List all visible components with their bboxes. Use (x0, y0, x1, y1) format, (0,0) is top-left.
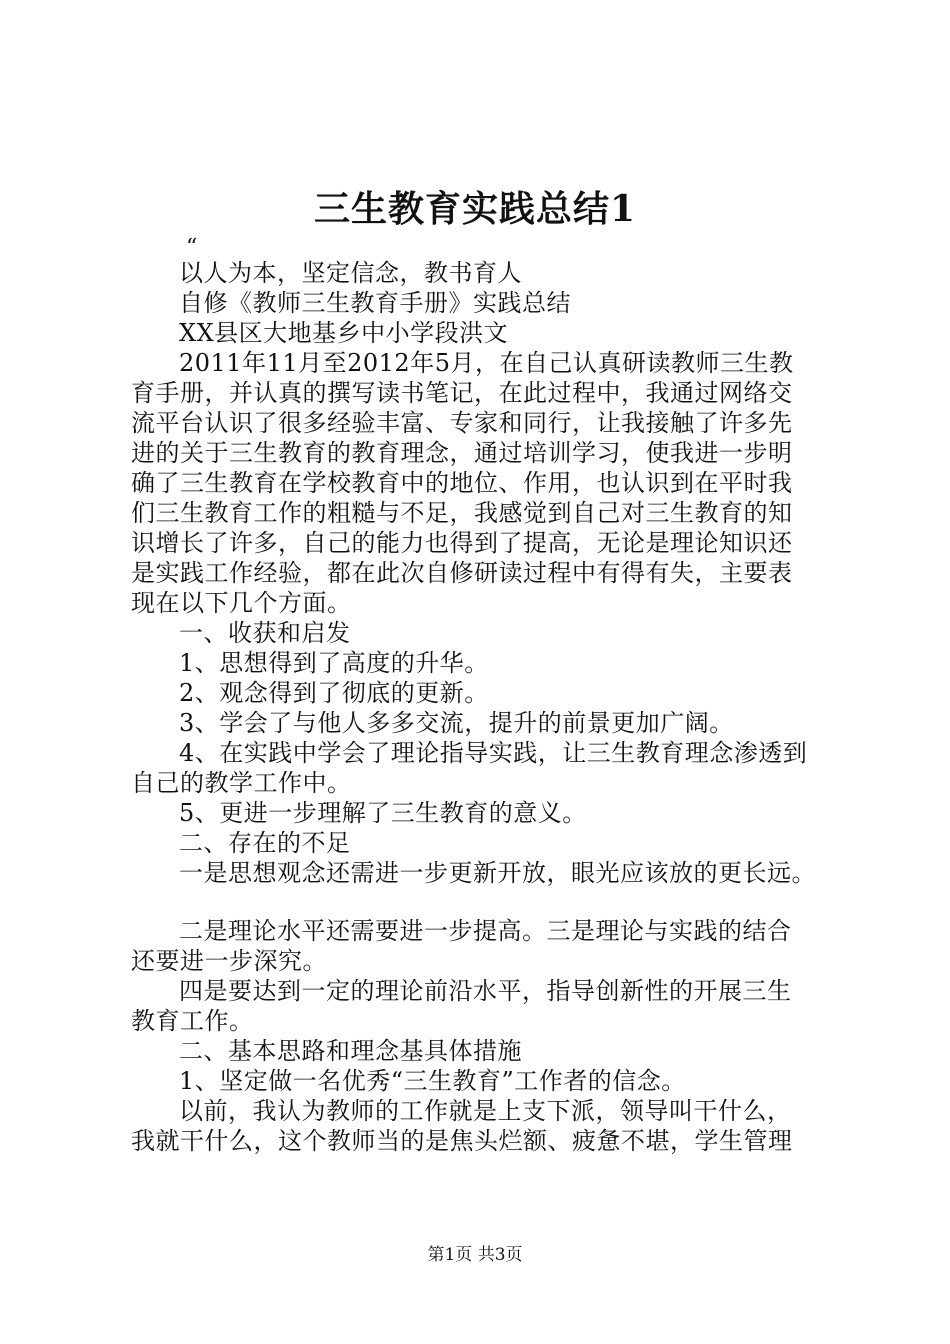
page-footer: 第1页 共3页 (427, 1245, 523, 1265)
list-item: 1、坚定做一名优秀“三生教育”工作者的信念。 (179, 1067, 686, 1095)
paragraph-line: 现在以下几个方面。 (131, 589, 352, 617)
list-item: 4、在实践中学会了理论指导实践，让三生教育理念渗透到 (179, 739, 808, 767)
list-item-continuation: 自己的教学工作中。 (131, 769, 352, 797)
paragraph-line: 还要进一步深究。 (131, 947, 327, 975)
quote-mark: “ (186, 235, 198, 260)
section-heading: 一、收获和启发 (179, 619, 351, 647)
blank-line (131, 888, 836, 916)
list-item: 3、学会了与他人多多交流，提升的前景更加广阔。 (179, 709, 734, 737)
paragraph-line: 们三生教育工作的粗糙与不足，我感觉到自己对三生教育的知 (131, 499, 793, 527)
document-title: 三生教育实践总结1 (313, 188, 637, 230)
document-body (131, 235, 836, 1156)
paragraph-line: 流平台认识了很多经验丰富、专家和同行，让我接触了许多先 (131, 409, 793, 437)
paragraph-line: 育手册，并认真的撰写读书笔记，在此过程中，我通过网络交 (131, 379, 793, 407)
paragraph-line: 一是思想观念还需进一步更新开放，眼光应该放的更长远。 (179, 859, 816, 887)
paragraph-line: 教育工作。 (131, 1007, 254, 1035)
paragraph-line: 以人为本，坚定信念，教书育人 (179, 259, 522, 287)
paragraph-line: 确了三生教育在学校教育中的地位、作用，也认识到在平时我 (131, 469, 793, 497)
list-item: 5、更进一步理解了三生教育的意义。 (179, 799, 587, 827)
paragraph-line: 是实践工作经验，都在此次自修研读过程中有得有失，主要表 (131, 559, 793, 587)
section-heading: 二、基本思路和理念基具体措施 (179, 1037, 522, 1065)
paragraph-line: XX县区大地基乡中小学段洪文 (179, 319, 509, 347)
list-item: 2、观念得到了彻底的更新。 (179, 679, 489, 707)
list-item: 1、思想得到了高度的升华。 (179, 649, 489, 677)
paragraph-line: 二是理论水平还需要进一步提高。三是理论与实践的结合 (179, 917, 792, 945)
paragraph-line: 我就干什么，这个教师当的是焦头烂额、疲惫不堪，学生管理 (131, 1127, 793, 1155)
paragraph-line: 四是要达到一定的理论前沿水平，指导创新性的开展三生 (179, 977, 792, 1005)
paragraph-line: 进的关于三生教育的教育理念，通过培训学习，使我进一步明 (131, 439, 793, 467)
paragraph-line: 识增长了许多，自己的能力也得到了提高，无论是理论知识还 (131, 529, 793, 557)
paragraph-line: 以前，我认为教师的工作就是上支下派，领导叫干什么， (179, 1097, 792, 1125)
paragraph-line: 自修《教师三生教育手册》实践总结 (179, 289, 571, 317)
paragraph-line: 2011年11月至2012年5月，在自己认真研读教师三生教 (179, 349, 794, 377)
section-heading: 二、存在的不足 (179, 829, 351, 857)
